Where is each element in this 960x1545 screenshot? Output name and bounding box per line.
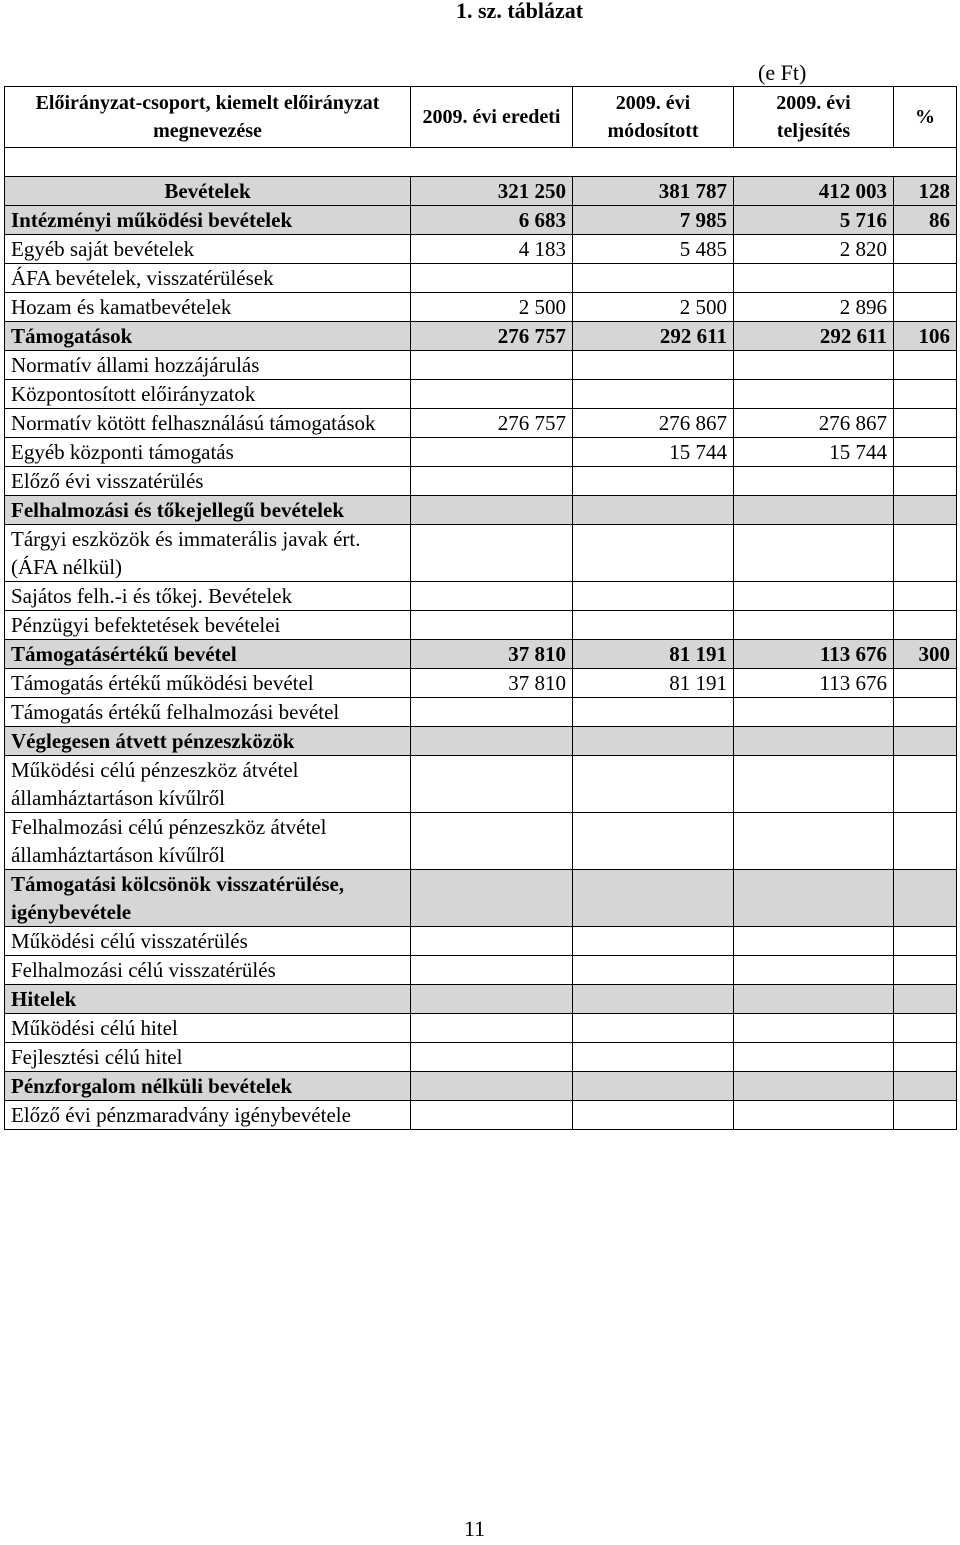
cell-label: Tárgyi eszközök és immaterális javak ért.(ÁFA nélkül) bbox=[5, 525, 411, 582]
header-percent: % bbox=[894, 87, 957, 148]
table-row bbox=[5, 322, 957, 351]
cell-modified: 5 485 bbox=[573, 235, 734, 264]
cell-modified: 292 611 bbox=[573, 322, 734, 351]
cell-percent bbox=[894, 438, 957, 467]
table-row bbox=[5, 582, 957, 611]
cell-original bbox=[411, 438, 573, 467]
cell-percent bbox=[894, 1072, 957, 1101]
table-row bbox=[5, 496, 957, 525]
cell-actual: 2 820 bbox=[734, 235, 894, 264]
table-row bbox=[5, 351, 957, 380]
cell-modified bbox=[573, 1014, 734, 1043]
cell-original: 321 250 bbox=[411, 177, 573, 206]
revenue-table bbox=[4, 86, 957, 1130]
table-row bbox=[5, 927, 957, 956]
cell-actual bbox=[734, 611, 894, 640]
cell-percent bbox=[894, 351, 957, 380]
table-row bbox=[5, 870, 957, 927]
cell-modified bbox=[573, 351, 734, 380]
table-row bbox=[5, 813, 957, 870]
cell-actual bbox=[734, 380, 894, 409]
cell-original bbox=[411, 351, 573, 380]
cell-label: Támogatás értékű felhalmozási bevétel bbox=[5, 698, 411, 727]
cell-percent bbox=[894, 467, 957, 496]
cell-original bbox=[411, 264, 573, 293]
cell-actual: 276 867 bbox=[734, 409, 894, 438]
table-row bbox=[5, 380, 957, 409]
table-row bbox=[5, 467, 957, 496]
cell-label: Felhalmozási célú pénzeszköz átvétel államháztartáson kívűlről bbox=[5, 813, 411, 870]
cell-percent: 86 bbox=[894, 206, 957, 235]
cell-label: Pénzforgalom nélküli bevételek bbox=[5, 1072, 411, 1101]
cell-label: Sajátos felh.-i és tőkej. Bevételek bbox=[5, 582, 411, 611]
cell-modified: 15 744 bbox=[573, 438, 734, 467]
cell-label: Egyéb központi támogatás bbox=[5, 438, 411, 467]
cell-label: Véglegesen átvett pénzeszközök bbox=[5, 727, 411, 756]
cell-percent bbox=[894, 264, 957, 293]
cell-label: Előző évi visszatérülés bbox=[5, 467, 411, 496]
table-body bbox=[5, 177, 957, 1130]
cell-original bbox=[411, 985, 573, 1014]
cell-original bbox=[411, 1072, 573, 1101]
table-row bbox=[5, 177, 957, 206]
cell-label: Támogatásértékű bevétel bbox=[5, 640, 411, 669]
cell-actual bbox=[734, 496, 894, 525]
cell-percent bbox=[894, 927, 957, 956]
cell-label: Támogatás értékű működési bevétel bbox=[5, 669, 411, 698]
cell-original bbox=[411, 380, 573, 409]
cell-actual bbox=[734, 1043, 894, 1072]
table-row bbox=[5, 698, 957, 727]
cell-label: Hozam és kamatbevételek bbox=[5, 293, 411, 322]
cell-modified bbox=[573, 467, 734, 496]
table-row bbox=[5, 206, 957, 235]
cell-modified bbox=[573, 813, 734, 870]
cell-label: Intézményi működési bevételek bbox=[5, 206, 411, 235]
cell-original bbox=[411, 756, 573, 813]
cell-original: 276 757 bbox=[411, 322, 573, 351]
cell-modified bbox=[573, 927, 734, 956]
cell-modified bbox=[573, 1101, 734, 1130]
cell-original bbox=[411, 1014, 573, 1043]
cell-original bbox=[411, 813, 573, 870]
cell-modified bbox=[573, 380, 734, 409]
table-row bbox=[5, 640, 957, 669]
cell-percent bbox=[894, 496, 957, 525]
cell-label: Működési célú pénzeszköz átvétel államháztartáson kívűlről bbox=[5, 756, 411, 813]
cell-actual bbox=[734, 351, 894, 380]
cell-percent bbox=[894, 1014, 957, 1043]
header-original: 2009. évi eredeti bbox=[411, 87, 573, 148]
cell-percent bbox=[894, 813, 957, 870]
cell-modified bbox=[573, 956, 734, 985]
cell-label: Működési célú visszatérülés bbox=[5, 927, 411, 956]
cell-percent bbox=[894, 727, 957, 756]
cell-actual bbox=[734, 264, 894, 293]
cell-actual bbox=[734, 1101, 894, 1130]
cell-actual: 2 896 bbox=[734, 293, 894, 322]
cell-modified bbox=[573, 525, 734, 582]
cell-percent bbox=[894, 956, 957, 985]
cell-percent bbox=[894, 525, 957, 582]
cell-label: Működési célú hitel bbox=[5, 1014, 411, 1043]
cell-original bbox=[411, 1043, 573, 1072]
cell-actual bbox=[734, 467, 894, 496]
cell-modified: 381 787 bbox=[573, 177, 734, 206]
cell-actual: 412 003 bbox=[734, 177, 894, 206]
cell-modified bbox=[573, 985, 734, 1014]
cell-original: 37 810 bbox=[411, 669, 573, 698]
cell-actual: 15 744 bbox=[734, 438, 894, 467]
cell-percent bbox=[894, 669, 957, 698]
cell-original: 4 183 bbox=[411, 235, 573, 264]
cell-actual bbox=[734, 698, 894, 727]
cell-percent bbox=[894, 756, 957, 813]
cell-actual: 113 676 bbox=[734, 640, 894, 669]
cell-percent bbox=[894, 1101, 957, 1130]
cell-label: Központosított előirányzatok bbox=[5, 380, 411, 409]
cell-percent: 128 bbox=[894, 177, 957, 206]
cell-modified: 276 867 bbox=[573, 409, 734, 438]
cell-percent bbox=[894, 870, 957, 927]
cell-actual bbox=[734, 1014, 894, 1043]
table-row bbox=[5, 525, 957, 582]
cell-modified: 81 191 bbox=[573, 640, 734, 669]
cell-percent bbox=[894, 985, 957, 1014]
cell-original: 276 757 bbox=[411, 409, 573, 438]
header-actual: 2009. évi teljesítés bbox=[734, 87, 894, 148]
cell-actual bbox=[734, 582, 894, 611]
cell-modified bbox=[573, 756, 734, 813]
cell-percent bbox=[894, 293, 957, 322]
cell-label: Felhalmozási és tőkejellegű bevételek bbox=[5, 496, 411, 525]
cell-original bbox=[411, 525, 573, 582]
cell-label: Normatív kötött felhasználású támogatások bbox=[5, 409, 411, 438]
cell-modified: 7 985 bbox=[573, 206, 734, 235]
table-row bbox=[5, 1072, 957, 1101]
cell-original bbox=[411, 698, 573, 727]
table-row bbox=[5, 1014, 957, 1043]
cell-original bbox=[411, 1101, 573, 1130]
cell-original bbox=[411, 727, 573, 756]
cell-actual bbox=[734, 985, 894, 1014]
cell-original bbox=[411, 956, 573, 985]
unit-label: (e Ft) bbox=[758, 60, 807, 85]
table-row bbox=[5, 756, 957, 813]
cell-original bbox=[411, 467, 573, 496]
cell-actual: 292 611 bbox=[734, 322, 894, 351]
table-row bbox=[5, 409, 957, 438]
cell-actual bbox=[734, 813, 894, 870]
header-name: Előirányzat-csoport, kiemelt előirányzat megnevezése bbox=[5, 87, 411, 148]
table-row bbox=[5, 669, 957, 698]
cell-actual bbox=[734, 756, 894, 813]
spacer-row bbox=[5, 148, 957, 177]
cell-actual bbox=[734, 1072, 894, 1101]
cell-label: Támogatási kölcsönök visszatérülése, igénybevétele bbox=[5, 870, 411, 927]
cell-modified bbox=[573, 496, 734, 525]
cell-modified bbox=[573, 870, 734, 927]
cell-label: Fejlesztési célú hitel bbox=[5, 1043, 411, 1072]
cell-percent bbox=[894, 611, 957, 640]
cell-percent bbox=[894, 409, 957, 438]
cell-label: Pénzügyi befektetések bevételei bbox=[5, 611, 411, 640]
cell-percent: 106 bbox=[894, 322, 957, 351]
cell-original bbox=[411, 582, 573, 611]
table-row bbox=[5, 956, 957, 985]
cell-percent bbox=[894, 1043, 957, 1072]
cell-actual bbox=[734, 956, 894, 985]
header-modified: 2009. évi módosított bbox=[573, 87, 734, 148]
cell-modified: 2 500 bbox=[573, 293, 734, 322]
cell-original bbox=[411, 496, 573, 525]
table-title: 1. sz. táblázat bbox=[456, 0, 584, 23]
table-row bbox=[5, 293, 957, 322]
cell-label: Egyéb saját bevételek bbox=[5, 235, 411, 264]
cell-original: 2 500 bbox=[411, 293, 573, 322]
cell-modified bbox=[573, 582, 734, 611]
cell-actual: 113 676 bbox=[734, 669, 894, 698]
cell-label: Előző évi pénzmaradvány igénybevétele bbox=[5, 1101, 411, 1130]
cell-actual: 5 716 bbox=[734, 206, 894, 235]
page-number: 11 bbox=[464, 1516, 486, 1541]
table-row bbox=[5, 264, 957, 293]
table-row bbox=[5, 438, 957, 467]
cell-modified bbox=[573, 698, 734, 727]
cell-percent bbox=[894, 698, 957, 727]
table-row bbox=[5, 1043, 957, 1072]
cell-modified bbox=[573, 1043, 734, 1072]
header-row bbox=[5, 87, 957, 148]
table-row bbox=[5, 235, 957, 264]
cell-percent bbox=[894, 582, 957, 611]
cell-original bbox=[411, 927, 573, 956]
cell-modified: 81 191 bbox=[573, 669, 734, 698]
cell-percent bbox=[894, 380, 957, 409]
cell-modified bbox=[573, 727, 734, 756]
table-row bbox=[5, 727, 957, 756]
cell-modified bbox=[573, 1072, 734, 1101]
table-row bbox=[5, 611, 957, 640]
cell-actual bbox=[734, 870, 894, 927]
cell-original bbox=[411, 870, 573, 927]
cell-original: 6 683 bbox=[411, 206, 573, 235]
cell-label: Hitelek bbox=[5, 985, 411, 1014]
cell-actual bbox=[734, 525, 894, 582]
cell-label: ÁFA bevételek, visszatérülések bbox=[5, 264, 411, 293]
cell-modified bbox=[573, 611, 734, 640]
cell-label: Támogatások bbox=[5, 322, 411, 351]
cell-actual bbox=[734, 927, 894, 956]
cell-label: Bevételek bbox=[5, 177, 411, 206]
cell-percent bbox=[894, 235, 957, 264]
cell-actual bbox=[734, 727, 894, 756]
cell-original: 37 810 bbox=[411, 640, 573, 669]
cell-label: Normatív állami hozzájárulás bbox=[5, 351, 411, 380]
cell-original bbox=[411, 611, 573, 640]
table-row bbox=[5, 985, 957, 1014]
table-row bbox=[5, 1101, 957, 1130]
cell-percent: 300 bbox=[894, 640, 957, 669]
cell-label: Felhalmozási célú visszatérülés bbox=[5, 956, 411, 985]
cell-modified bbox=[573, 264, 734, 293]
